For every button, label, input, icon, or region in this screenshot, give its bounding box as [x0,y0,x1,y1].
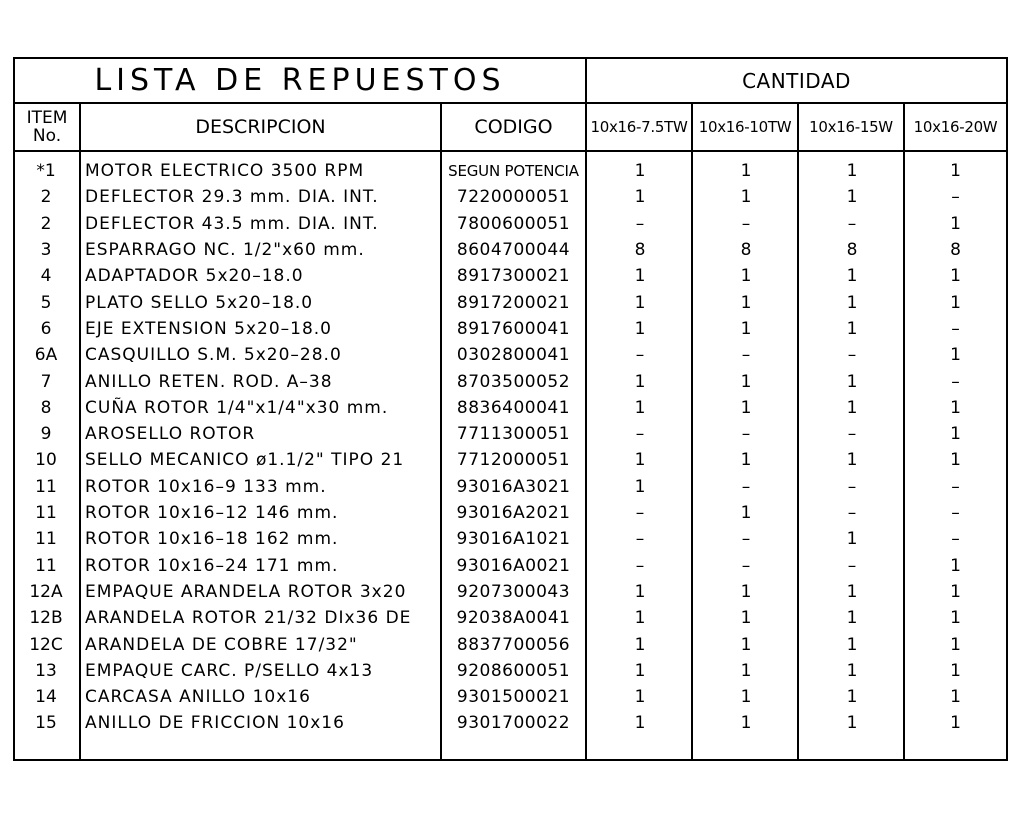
description-header: DESCRIPCION [195,115,326,138]
part-code: 8917200021 [456,292,571,313]
quantity-cell: 1 [634,450,646,471]
quantity-cell: 8 [846,240,858,261]
part-code: 92038A0041 [456,608,571,629]
quantity-cell: 1 [634,713,646,734]
quantity-cell: 1 [846,687,858,708]
item-number: 13 [35,660,57,681]
item-number: 7 [40,371,52,392]
quantity-cell: 1 [740,371,752,392]
item-number: 12B [29,608,63,629]
part-description: PLATO SELLO 5x20–18.0 [85,292,314,313]
part-description: ARANDELA ROTOR 21/32 DIx36 DE [85,608,412,629]
quantity-cell: – [635,555,645,576]
quantity-cell: 1 [950,266,961,287]
quantity-cell: – [741,555,751,576]
item-number: 12C [29,634,63,655]
item-number: 12A [29,581,63,602]
table-row [15,237,1006,263]
quantity-cell: – [847,503,857,524]
item-number: 10 [35,450,57,471]
part-description: CARCASA ANILLO 10x16 [85,687,311,708]
table-row [15,579,1006,605]
quantity-cell: 1 [950,713,961,734]
part-description: ROTOR 10x16–18 162 mm. [85,529,339,550]
item-number: *1 [36,161,56,182]
part-code: 8837700056 [456,634,571,655]
quantity-cell: 1 [950,660,961,681]
quantity-cell: 1 [634,660,646,681]
quantity-cell: – [741,529,751,550]
quantity-cell: 1 [950,213,961,234]
quantity-cell: 1 [950,555,961,576]
part-description: MOTOR ELECTRICO 3500 RPM [85,161,365,182]
quantity-cell: – [741,213,751,234]
table-row [15,684,1006,710]
item-number: 8 [40,397,52,418]
item-header-line2: No. [32,126,62,146]
item-number: 6A [34,345,58,366]
part-description: DEFLECTOR 29.3 mm. DIA. INT. [85,187,379,208]
item-number: 2 [40,187,52,208]
quantity-cell: 1 [950,397,961,418]
table-row [15,263,1006,289]
quantity-cell: 1 [634,687,646,708]
model-header: 10x16-10TW [698,117,792,136]
quantity-cell: 1 [634,581,646,602]
quantity-cell: 1 [950,424,961,445]
quantity-cell: 1 [634,476,646,497]
quantity-cell: 1 [846,634,858,655]
part-code: 7800600051 [456,213,571,234]
quantity-cell: 1 [950,581,961,602]
quantity-cell: 1 [740,608,752,629]
part-description: EMPAQUE CARC. P/SELLO 4x13 [85,660,374,681]
quantity-cell: – [951,318,960,339]
quantity-cell: – [741,424,751,445]
quantity-cell: 1 [950,450,961,471]
part-code: 9301700022 [456,713,571,734]
table-row [15,342,1006,368]
quantity-cell: – [951,371,960,392]
table-row [15,500,1006,526]
quantity-cell: 1 [634,397,646,418]
quantity-cell: 1 [740,503,752,524]
table-row [15,395,1006,421]
part-description: ANILLO RETEN. ROD. A–38 [85,371,333,392]
table-row [15,526,1006,552]
quantity-cell: 8 [740,240,752,261]
table-row [15,553,1006,579]
quantity-cell: 1 [950,687,961,708]
item-number: 4 [40,266,52,287]
parts-list-table [13,57,1008,761]
quantity-cell: 1 [634,187,646,208]
quantity-cell: 1 [634,371,646,392]
item-number: 11 [35,529,57,550]
quantity-cell: 1 [846,608,858,629]
quantity-cell: 1 [740,634,752,655]
table-row [15,474,1006,500]
table-row [15,631,1006,657]
item-number: 15 [35,713,57,734]
quantity-cell: – [847,345,857,366]
quantity-cell: 1 [740,318,752,339]
item-number: 11 [35,503,57,524]
table-row [15,184,1006,210]
part-description: EMPAQUE ARANDELA ROTOR 3x20 [85,581,407,602]
item-number: 5 [40,292,52,313]
table-row [15,447,1006,473]
part-code: 93016A1021 [456,529,571,550]
item-number: 11 [35,555,57,576]
quantity-cell: 1 [634,161,646,182]
quantity-cell: 1 [846,318,858,339]
item-number: 3 [40,240,52,261]
part-description: ADAPTADOR 5x20–18.0 [85,266,304,287]
quantity-cell: 1 [846,266,858,287]
table-row [15,316,1006,342]
quantity-cell: 1 [740,266,752,287]
quantity-cell: 1 [634,266,646,287]
quantity-cell: 1 [950,161,961,182]
quantity-cell: 1 [846,581,858,602]
quantity-cell: 1 [950,345,961,366]
quantity-cell: 1 [740,397,752,418]
part-code: SEGUN POTENCIA [448,162,579,181]
model-header: 10x16-15W [809,117,893,136]
part-description: ESPARRAGO NC. 1/2"x60 mm. [85,240,365,261]
part-code: 8836400041 [456,397,571,418]
table-title: LISTA DE REPUESTOS [94,62,506,98]
quantity-cell: – [635,503,645,524]
table-row [15,421,1006,447]
quantity-cell: 1 [846,660,858,681]
quantity-cell: 1 [740,450,752,471]
quantity-cell: – [635,424,645,445]
part-code: 93016A0021 [456,555,571,576]
part-code: 93016A2021 [456,503,571,524]
quantity-cell: 1 [740,687,752,708]
quantity-cell: 1 [846,713,858,734]
part-description: DEFLECTOR 43.5 mm. DIA. INT. [85,213,379,234]
quantity-cell: 1 [950,634,961,655]
quantity-cell: 1 [846,292,858,313]
quantity-cell: – [847,424,857,445]
quantity-cell: – [635,213,645,234]
part-code: 0302800041 [456,345,571,366]
quantity-cell: 1 [634,318,646,339]
part-description: ROTOR 10x16–24 171 mm. [85,555,339,576]
quantity-cell: – [951,187,960,208]
quantity-cell: – [951,476,960,497]
quantity-cell: – [635,345,645,366]
table-row [15,290,1006,316]
quantity-cell: 1 [846,187,858,208]
part-code: 8917600041 [456,318,571,339]
item-number: 6 [40,318,52,339]
part-code: 7220000051 [456,187,571,208]
part-description: ARANDELA DE COBRE 17/32" [85,634,358,655]
part-description: ROTOR 10x16–12 146 mm. [85,503,339,524]
item-number-header [15,104,79,150]
item-number: 14 [35,687,57,708]
table-row [15,211,1006,237]
part-description: AROSELLO ROTOR [85,424,256,445]
part-code: 8917300021 [456,266,571,287]
quantity-cell: 1 [846,450,858,471]
quantity-header: CANTIDAD [742,68,851,93]
table-row [15,158,1006,184]
part-code: 7711300051 [456,424,571,445]
part-description: SELLO MECANICO ø1.1/2" TIPO 21 [85,450,405,471]
quantity-cell: 1 [634,292,646,313]
quantity-cell: 1 [634,634,646,655]
quantity-cell: 1 [846,371,858,392]
quantity-cell: 1 [846,161,858,182]
quantity-cell: – [635,529,645,550]
part-code: 9301500021 [456,687,571,708]
quantity-cell: – [951,503,960,524]
table-row [15,605,1006,631]
model-header: 10x16-7.5TW [590,117,688,136]
part-code: 9207300043 [456,581,571,602]
quantity-cell: 1 [740,161,752,182]
code-header: CODIGO [474,115,553,138]
part-description: EJE EXTENSION 5x20–18.0 [85,318,332,339]
part-description: ANILLO DE FRICCION 10x16 [85,713,345,734]
quantity-cell: – [847,213,857,234]
quantity-cell: 1 [740,292,752,313]
quantity-cell: 1 [740,660,752,681]
quantity-cell: 1 [950,608,961,629]
part-code: 8703500052 [456,371,571,392]
quantity-cell: – [847,555,857,576]
item-header-line1: ITEM [26,108,68,128]
quantity-cell: – [741,476,751,497]
part-description: CUÑA ROTOR 1/4"x1/4"x30 mm. [85,397,389,418]
quantity-cell: – [847,476,857,497]
quantity-cell: 8 [634,240,646,261]
divider [15,150,1006,152]
quantity-cell: 1 [846,529,858,550]
quantity-cell: 1 [846,397,858,418]
item-number: 9 [40,424,52,445]
item-number: 2 [40,213,52,234]
quantity-cell: 1 [740,581,752,602]
part-description: ROTOR 10x16–9 133 mm. [85,476,327,497]
table-row [15,710,1006,736]
part-description: CASQUILLO S.M. 5x20–28.0 [85,345,342,366]
part-code: 8604700044 [456,240,571,261]
quantity-cell: – [741,345,751,366]
quantity-cell: – [951,529,960,550]
quantity-cell: 1 [634,608,646,629]
quantity-cell: 1 [740,713,752,734]
item-number: 11 [35,476,57,497]
table-row [15,368,1006,394]
quantity-cell: 8 [950,240,961,261]
part-code: 93016A3021 [456,476,571,497]
quantity-cell: 1 [740,187,752,208]
quantity-cell: 1 [950,292,961,313]
table-row [15,658,1006,684]
model-header: 10x16-20W [913,117,998,136]
part-code: 7712000051 [456,450,571,471]
part-code: 9208600051 [456,660,571,681]
